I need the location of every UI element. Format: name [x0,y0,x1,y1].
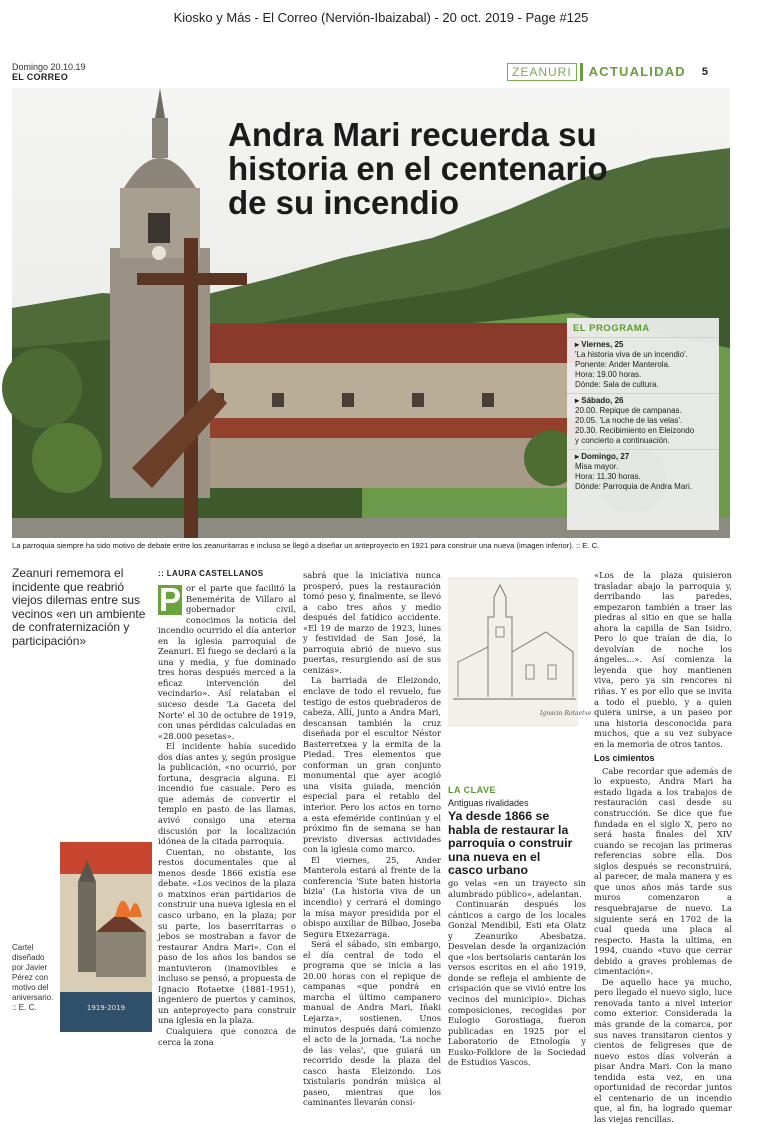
byline: :: LAURA CASTELLANOS [158,569,264,578]
newspaper-name: EL CORREO [12,72,69,82]
subsection-label: ACTUALIDAD [580,63,692,81]
program-line: 20.00. Repique de campanas. [575,406,682,415]
program-line: 20.30. Recibimiento en Eleizondo [575,426,695,435]
paragraph: Continuarán después los cánticos a cargo de los locales Gonzal Mendibil, Esti eta Olatz y Zeanuriko Abesbatza. Desvelan desde la organización que «los bertsolaris cantarán los versos escritos en el año 1919, donde se refleja el ambiente de crispación que se vivió entre los vecinos del municipio». Dichas composiciones, recogidas por Eulogio Gorostiaga, fueron publicadas en 1925 por el Laboratorio de Etnología y Eusko-Folklore de la Sociedad de Estudios Vascos. [448,899,586,1068]
program-box [567,318,719,530]
program-day [567,393,719,449]
kiosk-header: Kiosko y Más - El Correo (Nervión-Ibaizabal) - 20 oct. 2019 - Page #125 [173,10,589,25]
paragraph: El viernes, 25, Ander Manterola estará al frente de la conferencia 'Sute baten historia bizia' (La historia viva de un incendio) y cerrará el domingo la misa mayor presidida por el obispo auxiliar de Bilbao, Joseba Segura Etxezarraga. [303,854,441,939]
paragraph: De aquello hace ya mucho, pero llegado el nuevo siglo, luce renovada tanto a nivel interior como exterior. Considerada la más grande de la comarca, por sus naves transitaron cientos y cientos de feligreses que de nuevo estos días volverán a pisar Andra Mari. Con la mano tendida esta vez, en una oportunidad de recordar juntos el centenario de un incendio que, al fin, ha logrado quemar las viejas rencillas. [594,976,732,1124]
key-box [448,785,575,878]
dropcap: P [158,581,181,618]
key-box-kicker: Antiguas rivalidades [448,798,529,808]
program-day [567,449,719,495]
headline: Andra Mari recuerda su historia en el centenario de su incendio [228,116,608,221]
program-day [567,337,719,393]
church-sketch [448,577,592,727]
program-day-label: ▸ Viernes, 25 [575,340,624,349]
paragraph: Cualquiera que conozca de cerca la zona [158,1025,296,1047]
program-day-label: ▸ Domingo, 27 [575,452,630,461]
program-line: 'La historia viva de un incendio'. [575,350,688,359]
poster-years-text: 1919-2019 [86,1004,126,1012]
program-day-label: ▸ Sábado, 26 [575,396,624,405]
paragraph: Será el sábado, sin embargo, el día central de todo el programa que se inicia a las 20.00 horas con el repique de campanas «que pondrá en marcha el último campanero manual de Andra Mari, Iñaki Lejarza», sostienen. Unos minutos después dará comienzo el acto de la jornada, 'La noche de las velas', que guiará un recorrido desde la plaza del casco hasta Eleizondo. Los txistularis pondrán música al paseo, mientras que los caminantes llevarán consi- [303,939,441,1108]
section-header [507,63,708,81]
paragraph: El incidente había sucedido dos días antes y, según prosigue la publicación, «no ocurrió, por fortuna, desgracia alguna. El incendio fue casuale. Pero es que además de convertir el templo en pasto de las llamas, avivó consigo una eterna discusión por la localización idónea de la citada parroquia. [158,741,296,847]
article-column-2 [303,570,441,1108]
program-line: Hora: 19.00 horas. [575,370,642,379]
program-line: Misa mayor. [575,462,619,471]
article-column-3 [448,878,586,1068]
section-label: ZEANURI [507,63,577,81]
poster-caption: Cartel diseñado por Javier Pérez con motivo del aniversario. :: E. C. [12,943,54,1012]
program-title: EL PROGRAMA [573,323,650,334]
program-line: 20.05. 'La noche de las velas'. [575,416,683,425]
photo-caption: La parroquia siempre ha sido motivo de debate entre los zeanuritarras e incluso se llegó a diseñar un anteproyecto en 1921 para construir una nueva (imagen inferior). :: E. C. [12,541,600,550]
paragraph: go velas «en un trayecto sin alumbrado público», adelantan. [448,878,586,899]
program-line: Ponente: Ander Manterola. [575,360,671,369]
article-column-4 [594,570,732,1124]
program-line: Dónde: Parroquia de Andra Mari. [575,482,692,491]
paragraph: Cabe recordar que además de lo expuesto, Andra Mari ha estado ligada a los trabajos de restauración casi desde su construcción. Se dice que fue fundada en el siglo X, pero no será hasta finales del XIV cuando se recojan las primeras referencias sobre ella. Dos siglos después se reconstruirá, al parecer, de mala manera y es que unos años más tarde sus muros comenzaron a resquebrajarse de nuevo. La siguiente será en 1702 de la cual queda una placa al respecto. Hasta la ultima, en 1994, cuando «tuvo que cerrar debido a graves problemas de cimentación». [594,765,732,977]
program-line: Dónde: Sala de cultura. [575,380,659,389]
program-line: y concierto a continuación. [575,436,670,445]
issue-date: Domingo 20.10.19 [12,62,86,72]
paragraph: sabrá que la iniciativa nunca prosperó, pues la restauración tomó peso y, finalmente, se llevó a cabo tres años y medio después del fatídico accidente. «El 19 de marzo de 1923, lunes y festividad de San José, la parroquia abrió de nuevo sus puertas, resurgiendo así de sus cenizas». [303,570,441,675]
paragraph: «Los de la plaza quisieron trasladar abajo la parroquia y, derribando las paredes, empezaron también a traer las piedras al sitio en que se halla ahora la capilla de San Isidro. Pero lo que traían de día, lo devolvían de noche los ángeles...». Así comienza la leyenda que hoy mantienen viva, pero ya sin rencores ni riñas. Y es por ello que se invita a todo el pueblo, y a quien quiera unirse, a un paseo por una historia desconocida para muchos, que a su vez subyace en la memoria de otros tantos. [594,570,732,749]
sketch-signature: Ignacio Rotaetxe [540,710,592,717]
paragraph: La barriada de Eleizondo, enclave de todo el revuelo, fue testigo de estos quebraderos de cabeza. Allí, junto a Andra Mari, descansan también la cruz diseñada por el escultor Néstor Basterretxea y la ermita de la Piedad. Tres elementos que conforman un gran conjunto monumental que ayer acogió una visita guiada, mención especial para el retablo del interior. Pero los actos en torno a esta efeméride continúan y el próximo fin de semana se han previsto diversas actividades con la iglesia como marco. [303,675,441,855]
paragraph: Cuentan, no obstante, los restos documentales que al menos desde 1866 existía ese debate. «Los vecinos de la plaza o matxinos eran partidarios de construir una nueva iglesia en el casco urbano, en la plaza; por su parte, los baserritarras o jebos se mostraban a favor de restaurar Andra Mari». Con el paso de los años los bandos se mantuvieron (inamovibles e incluso se pensó, a propuesta de Ignacio Rotaetxe (1881-1951), ingeniero de puertos y caminos, un anteproyecto para construir una iglesia en la plaza. [158,846,296,1026]
key-box-title: Ya desde 1866 se habla de restaurar la parroquia o construir una nueva en el casco urbano [448,809,573,877]
page-number: 5 [701,66,709,78]
section-heading: Los cimientos [594,753,655,764]
program-line: Hora: 11.30 horas. [575,472,641,481]
key-box-tag: LA CLAVE [448,785,496,795]
paragraph: or el parte que facilitó la Benemérita de Villaro al gobernador civil, conocimos la noticia del incendio ocurrido el día anterior en la iglesia parroquial de Zeanuri. El fuego se declaró a la una y media, y fue dominado tres horas después merced a la eficaz intervención del vecindario». Así relataban el suceso desde 'La Gaceta del Norte' el 30 de octubre de 1919, con unas pérdidas calculadas en «28.000 pesetas». [158,583,296,741]
subheadline: Zeanuri rememora el incidente que reabrió viejos dilemas entre sus vecinos «en un ambiente de confraternización y participación» [12,566,146,648]
article-column-1 [158,581,296,1047]
anniversary-poster [60,842,152,1032]
